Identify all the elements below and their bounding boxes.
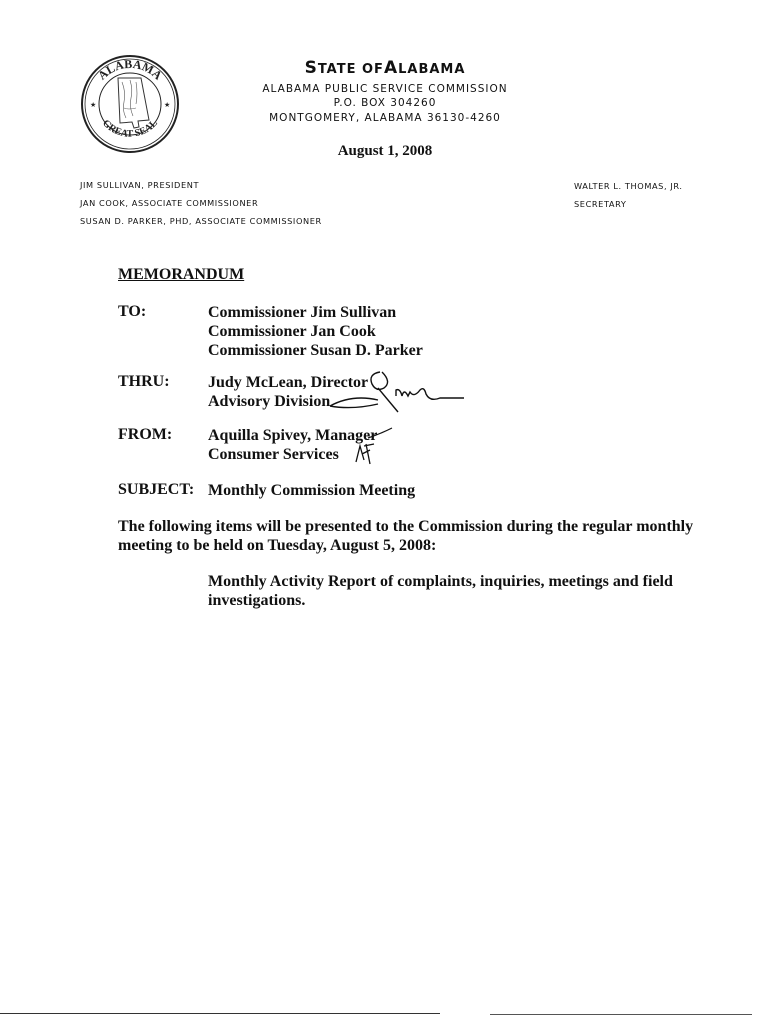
subject-label: SUBJECT: — [118, 481, 195, 498]
to-label: TO: — [118, 303, 147, 320]
svg-text:★: ★ — [90, 101, 97, 109]
seal-bottom-text: GREAT SEAL — [100, 117, 160, 140]
body-line: meeting to be held on Tuesday, August 5, 2008: — [118, 537, 437, 554]
manager-initials-signature — [340, 424, 400, 470]
agenda-item — [208, 572, 728, 610]
officer-secretary-title: SECRETARY — [574, 199, 627, 209]
agency-name: ALABAMA PUBLIC SERVICE COMMISSION — [262, 83, 508, 95]
agenda-item-line: investigations. — [208, 592, 306, 609]
officer-president: JIM SULLIVAN, PRESIDENT — [80, 180, 200, 190]
scan-edge-line — [490, 1014, 752, 1015]
from-line: Aquilla Spivey, Manager — [208, 427, 378, 444]
thru-label: THRU: — [118, 373, 170, 390]
scan-edge-line — [0, 1013, 440, 1014]
po-box: P.O. BOX 304260 — [333, 97, 437, 109]
to-recipient: Commissioner Jan Cook — [208, 323, 376, 340]
memo-body — [118, 517, 718, 555]
from-line: Consumer Services — [208, 446, 339, 463]
to-recipients — [208, 303, 423, 360]
subject-text: Monthly Commission Meeting — [208, 482, 416, 499]
officer-associate-1: JAN COOK, ASSOCIATE COMMISSIONER — [80, 198, 259, 208]
officer-secretary-name: WALTER L. THOMAS, JR. — [574, 181, 683, 191]
to-recipient: Commissioner Susan D. Parker — [208, 342, 423, 359]
officer-associate-2: SUSAN D. PARKER, PHD, ASSOCIATE COMMISSIONER — [80, 216, 322, 226]
from-label: FROM: — [118, 426, 173, 443]
director-initials-signature — [322, 366, 472, 422]
to-recipient: Commissioner Jim Sullivan — [208, 304, 397, 321]
city-address: MONTGOMERY, ALABAMA 36130-4260 — [269, 112, 501, 124]
body-line: The following items will be presented to the Commission during the regular monthly — [118, 518, 694, 535]
thru-line: Advisory Division — [208, 393, 331, 410]
seal-top-text: ALABAMA — [95, 56, 165, 83]
svg-text:★: ★ — [164, 101, 171, 109]
state-title: STATE OFALABAMA — [304, 58, 466, 78]
memo-date: August 1, 2008 — [337, 143, 433, 159]
thru-line: Judy McLean, Director — [208, 374, 369, 391]
memo-heading: MEMORANDUM — [118, 266, 245, 283]
agenda-item-line: Monthly Activity Report of complaints, inquiries, meetings and field — [208, 573, 673, 590]
